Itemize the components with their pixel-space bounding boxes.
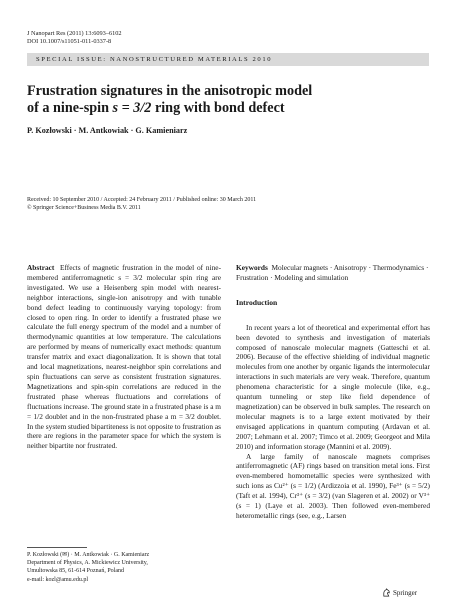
abstract-text: Effects of magnetic frustration in the model of nine-membered antiferromagnetic s = 3/2 molecular spin ring are investigated. We use a Heisenberg spin model with nearest-neighbor interactions, single-ion anisotropy and with tunable bond defect leading to continuously varying topology: from closed to open ring. In order to identify a frustrated phase we calculate the full energy spectrum of the model and a number of thermodynamic quantities at low temperature. The calculations are performed by means of numerically exact methods: quantum transfer matrix and exact diagonalization. It is shown that total and local magnetizations, nearest-neighbor spin correlations and spin fluctuations can serve as consistent frustration signatures. Magnetizations and spin-spin correlations are reduced in the frustrated phase whereas fluctuations and correlations of fluctuations increase. The ground state in a frustrated phase is a m = 1/2 doublet and in the non-frustrated phase a m = 3/2 doublet. In the system studied bipartiteness is not opposite to frustration as there are regions in the parameter space for which the system is neither bipartite nor frustrated. — [27, 263, 222, 451]
introduction-heading: Introduction — [236, 297, 278, 307]
keywords-section — [236, 263, 430, 283]
footnote-email: e-mail: kozl@amu.edu.pl — [27, 576, 89, 583]
footnote-rule — [27, 547, 87, 548]
right-column — [236, 263, 430, 521]
publisher-logo — [382, 588, 417, 597]
title-line-1: Frustration signatures in the anisotropic model — [27, 83, 313, 99]
abstract-label: Abstract — [27, 263, 55, 272]
journal-doi: DOI 10.1007/s11051-011-0337-8 — [27, 38, 112, 45]
footnote-address: Umultowska 85, 61-614 Poznań, Poland — [27, 568, 124, 575]
author-list: P. Kozłowski · M. Antkowiak · G. Kamieniarz — [27, 126, 188, 135]
title-math: s = 3/2 — [112, 99, 152, 116]
publication-dates — [27, 196, 429, 212]
copyright-line: © Springer Science+Business Media B.V. 2011 — [27, 205, 141, 212]
abstract-section — [27, 263, 221, 451]
keywords-text: Molecular magnets · Anisotropy · Thermodynamics · Frustration · Modeling and simulation — [236, 263, 429, 282]
footnote-authors: P. Kozłowski (✉) · M. Antkowiak · G. Kamieniarz — [27, 552, 150, 558]
title-line-2-post: ring with bond defect — [151, 99, 285, 116]
author-footnote — [27, 551, 221, 584]
publisher-name: Springer — [393, 588, 418, 597]
footnote-department: Department of Physics, A. Mickiewicz University, — [27, 560, 148, 567]
introduction-paragraph-2: A large family of nanoscale magnets comprises antiferromagnetic (AF) rings based on transition metal ions. First even-membered homometallic species were synthesized with such ions as Cu²⁺ (s = 1/2) (Ardizzoia et al. 1990), Fe³⁺ (s = 5/2) (Taft et al. 1994), Cr³⁺ (s = 3/2) (van Slageren et al. 2002) or V³⁺ (s = 1) (Laye et al. 2003). Then followed even-membered heterometallic rings (see, e.g., Larsen — [236, 451, 430, 520]
special-issue-banner: SPECIAL ISSUE: NANOSTRUCTURED MATERIALS 2010 — [27, 53, 429, 66]
journal-header — [27, 30, 122, 46]
article-title — [27, 83, 429, 116]
journal-citation: J Nanopart Res (2011) 13:6093–6102 — [27, 30, 122, 37]
introduction-paragraph-1: In recent years a lot of theoretical and experimental effort has been devoted to synthesis and investigation of materials composed of nanoscale molecular magnets (Gatteschi et al. 2006). Because of the effective shielding of individual magnetic molecules from one another by organic ligands the intermolecular interactions in such materials are very weak. Therefore, quantum phenomena characteristic for a single molecule (like, e.g., quantum tunneling or step like field dependence of magnetization) can be observed in bulk samples. The research on molecular magnets is to a large extent motivated by their envisaged applications in quantum computing (Ardavan et al. 2007; Lehmann et al. 2007; Timco et al. 2009; Georgeot and Mila 2010) and information storage (Mannini et al. 2009). — [236, 322, 430, 451]
title-line-2-pre: of a nine-spin — [27, 99, 113, 116]
keywords-label: Keywords — [236, 263, 268, 272]
title-line-2 — [27, 100, 429, 117]
dates-line-1: Received: 10 September 2010 / Accepted: 24 February 2011 / Published online: 30 March 2011 — [27, 197, 257, 203]
springer-knight-icon — [382, 588, 391, 597]
